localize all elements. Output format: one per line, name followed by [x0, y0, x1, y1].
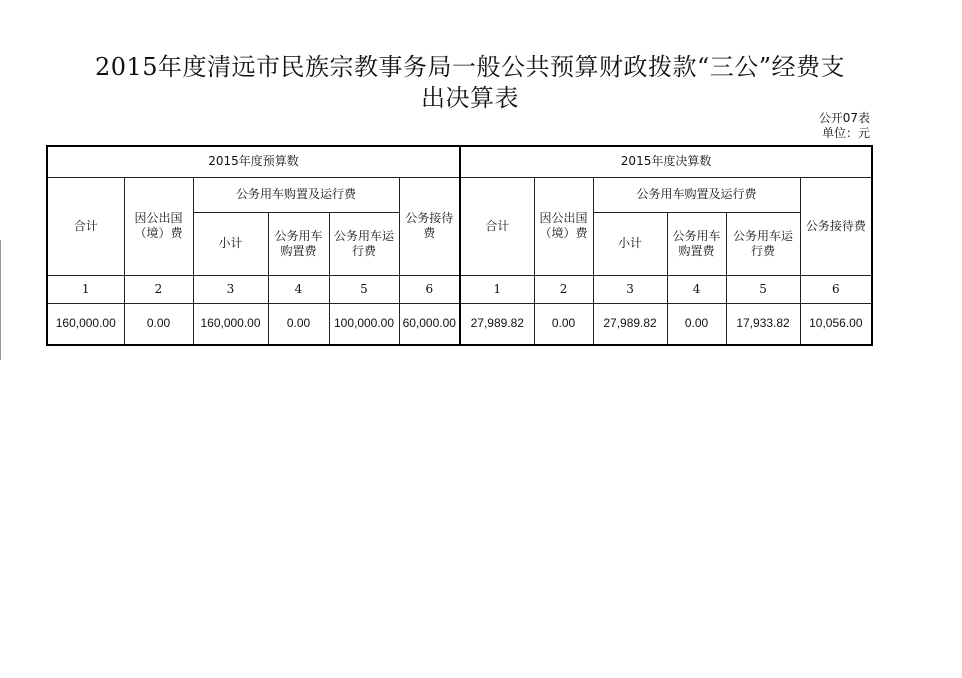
final-operation-header-line1: 公务用车运 — [733, 228, 794, 243]
col-index-cell: 4 — [268, 275, 329, 303]
final-purchase-value: 0.00 — [667, 303, 726, 345]
final-reception-header: 公务接待费 — [800, 177, 872, 275]
final-purchase-header — [667, 212, 726, 275]
col-index-cell: 1 — [47, 275, 124, 303]
final-total-value: 27,989.82 — [460, 303, 534, 345]
group-header-row — [47, 146, 872, 177]
budget-abroad-header — [124, 177, 193, 275]
budget-reception-value: 60,000.00 — [399, 303, 460, 345]
group-budget-header: 2015年度预算数 — [47, 146, 460, 177]
budget-total-header: 合计 — [47, 177, 124, 275]
col-index-cell: 3 — [193, 275, 268, 303]
final-abroad-value: 0.00 — [534, 303, 593, 345]
budget-subtotal-header: 小计 — [193, 212, 268, 275]
budget-reception-header-line2: 费 — [423, 226, 436, 240]
value-row — [47, 303, 872, 345]
budget-purchase-header-line2: 购置费 — [280, 243, 317, 258]
form-code: 公开07表 — [818, 111, 870, 125]
budget-operation-header-line1: 公务用车运 — [333, 228, 394, 243]
col-index-cell: 5 — [329, 275, 399, 303]
budget-operation-header-line2: 行费 — [351, 243, 376, 258]
final-operation-header-line2: 行费 — [751, 243, 776, 258]
title-line-2: 出决算表 — [421, 84, 519, 112]
col-index-cell: 1 — [460, 275, 534, 303]
document-title — [40, 52, 900, 114]
final-reception-value: 10,056.00 — [800, 303, 872, 345]
budget-total-value: 160,000.00 — [47, 303, 124, 345]
col-index-cell: 2 — [534, 275, 593, 303]
group-final-header: 2015年度决算数 — [460, 146, 872, 177]
budget-operation-value: 100,000.00 — [329, 303, 399, 345]
col-index-cell: 3 — [593, 275, 667, 303]
budget-operation-header — [329, 212, 399, 275]
col-index-cell: 6 — [800, 275, 872, 303]
final-purchase-header-line1: 公务用车 — [672, 228, 721, 243]
three-public-expenses-table — [46, 145, 873, 346]
final-abroad-header-line2: （境）费 — [539, 226, 588, 240]
final-vehicle-header: 公务用车购置及运行费 — [593, 177, 800, 212]
final-purchase-header-line2: 购置费 — [678, 243, 715, 258]
budget-vehicle-header: 公务用车购置及运行费 — [193, 177, 399, 212]
budget-abroad-header-line1: 因公出国 — [134, 211, 183, 225]
final-subtotal-header: 小计 — [593, 212, 667, 275]
sub-header-row-1 — [47, 177, 872, 212]
budget-purchase-header — [268, 212, 329, 275]
col-index-cell: 4 — [667, 275, 726, 303]
budget-abroad-value: 0.00 — [124, 303, 193, 345]
budget-reception-header-line1: 公务接待 — [405, 211, 454, 225]
budget-subtotal-value: 160,000.00 — [193, 303, 268, 345]
title-line-1: 2015年度清远市民族宗教事务局一般公共预算财政拨款“三公”经费支 — [94, 53, 846, 81]
budget-purchase-value: 0.00 — [268, 303, 329, 345]
col-index-cell: 2 — [124, 275, 193, 303]
final-subtotal-value: 27,989.82 — [593, 303, 667, 345]
final-abroad-header-line1: 因公出国 — [539, 211, 588, 225]
final-abroad-header — [534, 177, 593, 275]
scan-edge-mark — [0, 240, 1, 360]
budget-reception-header — [399, 177, 460, 275]
col-index-cell: 6 — [399, 275, 460, 303]
budget-abroad-header-line2: （境）费 — [134, 226, 183, 240]
final-total-header: 合计 — [460, 177, 534, 275]
budget-purchase-header-line1: 公务用车 — [274, 228, 323, 243]
final-operation-value: 17,933.82 — [726, 303, 800, 345]
column-index-row — [47, 275, 872, 303]
unit-label: 单位：元 — [821, 126, 870, 140]
col-index-cell: 5 — [726, 275, 800, 303]
final-operation-header — [726, 212, 800, 275]
